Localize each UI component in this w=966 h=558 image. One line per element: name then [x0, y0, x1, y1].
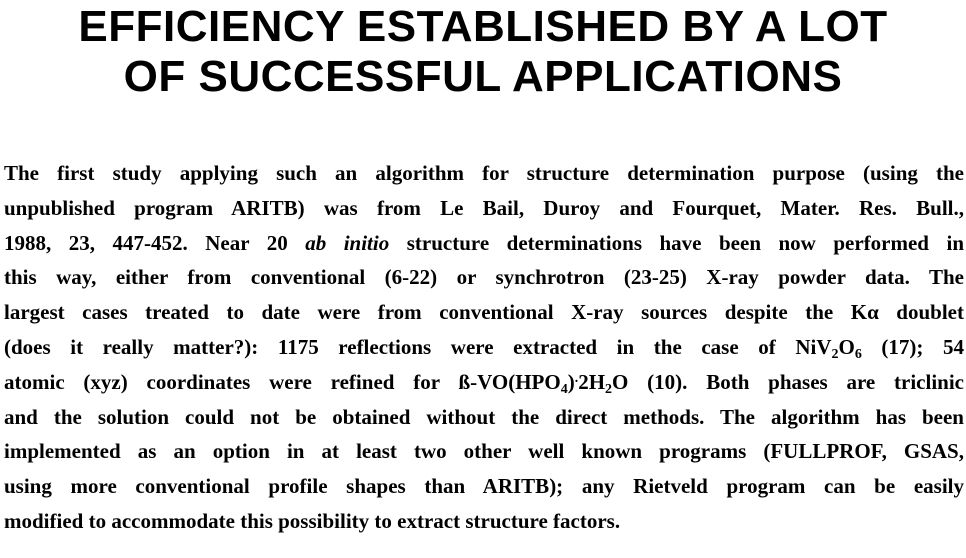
text-segment: (does it really matter?): 1175 reflections were extracted in the case of NiV — [4, 334, 832, 359]
text-segment: using more conventional profile shapes than ARITB); any Rietveld program can be easily — [4, 474, 964, 499]
subscript: 2 — [605, 381, 613, 397]
paragraph-line — [4, 156, 964, 191]
paragraph-line — [4, 365, 964, 400]
title-line-1: EFFICIENCY ESTABLISHED BY A LOT — [78, 2, 888, 51]
subscript: 2 — [831, 346, 839, 362]
paragraph-line — [4, 226, 964, 261]
subscript: 6 — [854, 346, 862, 362]
paragraph-line — [4, 504, 964, 539]
raised-dot: . — [574, 370, 579, 386]
text-segment: structure determinations have been now performed in — [389, 230, 964, 255]
text-segment: ) — [567, 369, 575, 394]
paragraph-line — [4, 434, 964, 469]
text-segment: O (10). Both phases are triclinic — [612, 369, 964, 394]
paragraph-line — [4, 400, 964, 435]
text-segment: (17); 54 — [861, 334, 964, 359]
text-segment: 1988, 23, 447-452. Near 20 — [4, 230, 306, 255]
text-segment: The first study applying such an algorithm for structure determination purpose (using the — [4, 161, 964, 185]
body-paragraph — [4, 156, 964, 539]
paragraph-line — [4, 191, 964, 226]
text-segment: and the solution could not be obtained without the direct methods. The algorithm has been — [4, 404, 964, 429]
text-segment: implemented as an option in at least two other well known programs (FULLPROF, GSAS, — [4, 439, 964, 464]
text-segment: this way, either from conventional (6-22) or synchrotron (23-25) X-ray powder data. The — [4, 265, 964, 290]
slide-title — [0, 2, 966, 102]
paragraph-line — [4, 330, 964, 365]
text-segment: unpublished program ARITB) was from Le Bail, Duroy and Fourquet, Mater. Res. Bull., — [4, 195, 964, 220]
text-segment: 2H — [578, 369, 606, 394]
text-segment: largest cases treated to date were from conventional X-ray sources despite the Kα doublet — [4, 300, 964, 325]
text-segment: modified to accommodate this possibility to extract structure factors. — [4, 508, 621, 533]
paragraph-line — [4, 260, 964, 295]
text-segment: atomic (xyz) coordinates were refined for ß-VO(HPO — [4, 369, 561, 394]
paragraph-line — [4, 469, 964, 504]
paragraph-line — [4, 295, 964, 330]
subscript: 4 — [560, 381, 568, 397]
italic-term: ab initio — [305, 230, 390, 255]
text-segment: O — [838, 334, 855, 359]
title-line-2: OF SUCCESSFUL APPLICATIONS — [123, 52, 843, 101]
